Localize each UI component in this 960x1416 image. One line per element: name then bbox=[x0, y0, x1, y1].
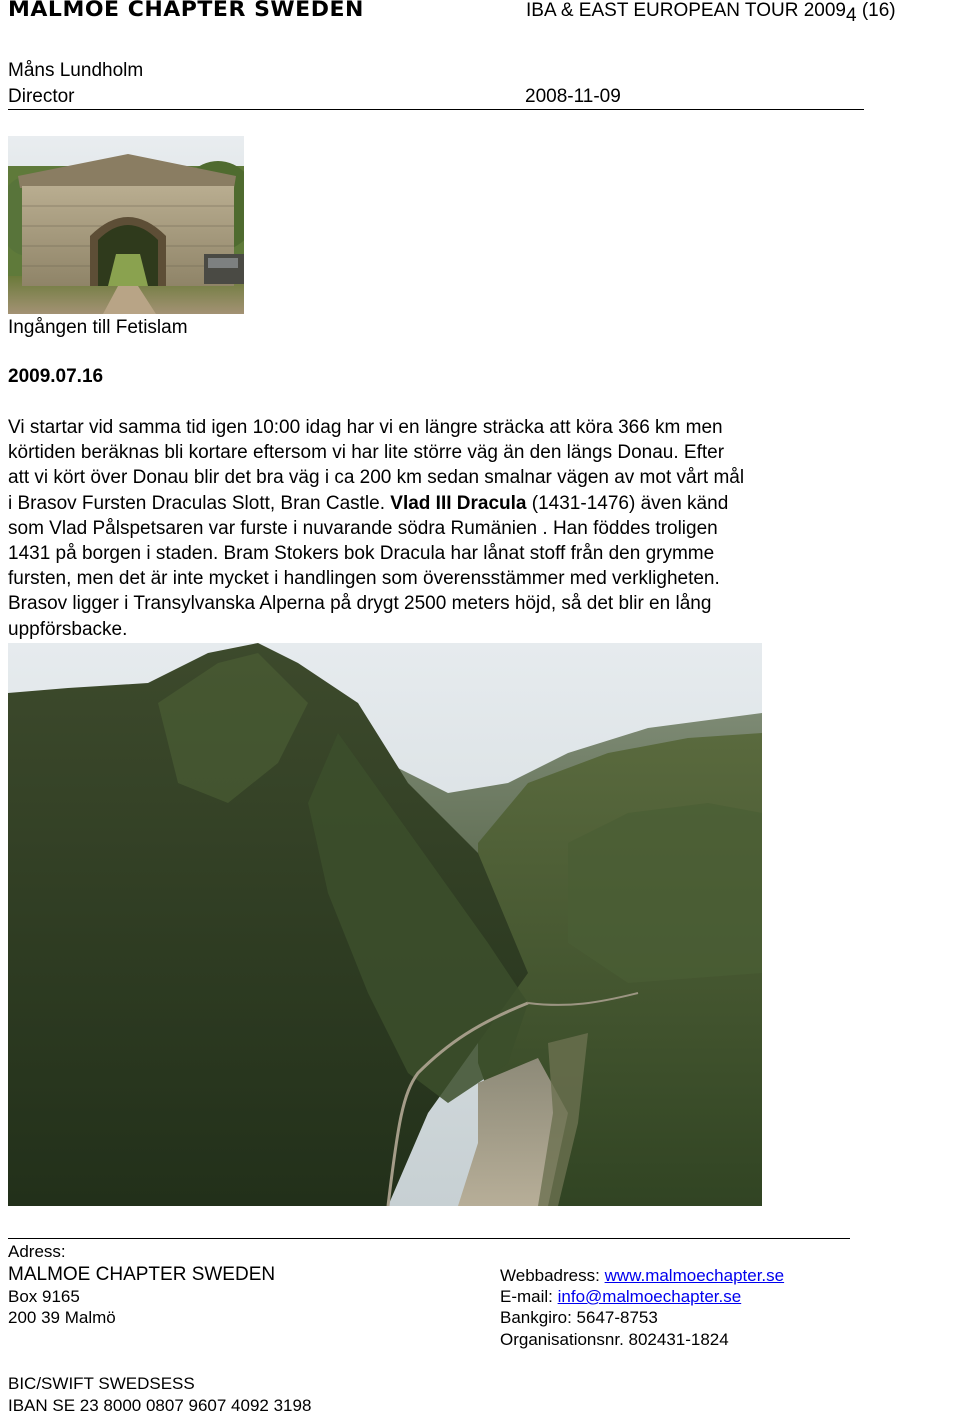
iban: IBAN SE 23 8000 0807 9607 4092 3198 bbox=[8, 1396, 312, 1415]
body-line: Brasov ligger i Transylvanska Alperna på drygt 2500 meters höjd, så det blir en lång bbox=[8, 593, 712, 615]
bic-swift: BIC/SWIFT SWEDSESS bbox=[8, 1374, 195, 1393]
body-line: 1431 på borgen i staden. Bram Stokers bok Dracula har lånat stoff från den grymme bbox=[8, 543, 715, 565]
author-name: Måns Lundholm bbox=[8, 60, 144, 81]
body-text-segment: i Brasov Fursten Draculas Slott, Bran Castle. bbox=[8, 492, 391, 514]
bankgiro: Bankgiro: 5647-8753 bbox=[500, 1308, 658, 1327]
entry-body bbox=[8, 415, 908, 642]
header-divider bbox=[8, 109, 864, 110]
web-address-row bbox=[500, 1266, 784, 1286]
chapter-brand: MALMOE CHAPTER SWEDEN bbox=[8, 0, 364, 22]
entry-date: 2009.07.16 bbox=[8, 366, 104, 387]
email-link[interactable]: info@malmoechapter.se bbox=[557, 1287, 742, 1306]
address-org-name: MALMOE CHAPTER SWEDEN bbox=[8, 1264, 276, 1285]
organisation-number: Organisationsnr. 802431-1824 bbox=[500, 1330, 729, 1349]
author-role: Director bbox=[8, 86, 75, 107]
web-address-label: Webbadress: bbox=[500, 1266, 605, 1285]
email-row bbox=[500, 1287, 741, 1307]
address-box: Box 9165 bbox=[8, 1287, 80, 1306]
vlad-dracula-bold: Vlad III Dracula bbox=[390, 492, 527, 514]
gate-photo bbox=[8, 136, 244, 314]
address-city: 200 39 Malmö bbox=[8, 1308, 116, 1327]
body-line: Vi startar vid samma tid igen 10:00 idag har vi en längre sträcka att köra 366 km men bbox=[8, 417, 723, 438]
document-date: 2008-11-09 bbox=[525, 86, 621, 107]
body-line: som Vlad Pålspetsaren var furste i nuvarande södra Rumänien . Han föddes troligen bbox=[8, 517, 718, 539]
body-line bbox=[8, 491, 908, 516]
page-number: 4 bbox=[845, 5, 857, 26]
body-line: fursten, men det är inte mycket i handlingen som överensstämmer med verkligheten. bbox=[8, 568, 720, 590]
tour-title: IBA & EAST EUROPEAN TOUR 2009 bbox=[526, 0, 846, 21]
body-line: uppförsbacke. bbox=[8, 618, 128, 640]
body-line: att vi kört över Donau blir det bra väg i ca 200 km sedan smalnar vägen av mot vårt mål bbox=[8, 467, 745, 489]
web-address-link[interactable]: www.malmoechapter.se bbox=[604, 1266, 785, 1285]
address-label: Adress: bbox=[8, 1242, 66, 1261]
gate-photo-caption: Ingången till Fetislam bbox=[8, 317, 188, 338]
email-label: E-mail: bbox=[500, 1287, 558, 1306]
mountain-valley-photo bbox=[8, 643, 762, 1206]
body-text-segment: (1431-1476) även känd bbox=[526, 492, 729, 514]
page-total: (16) bbox=[861, 0, 896, 21]
tour-title-line bbox=[526, 0, 896, 26]
footer-divider bbox=[8, 1238, 850, 1239]
body-line: körtiden beräknas bli kortare eftersom vi har lite större väg än den längs Donau. Efter bbox=[8, 442, 725, 464]
